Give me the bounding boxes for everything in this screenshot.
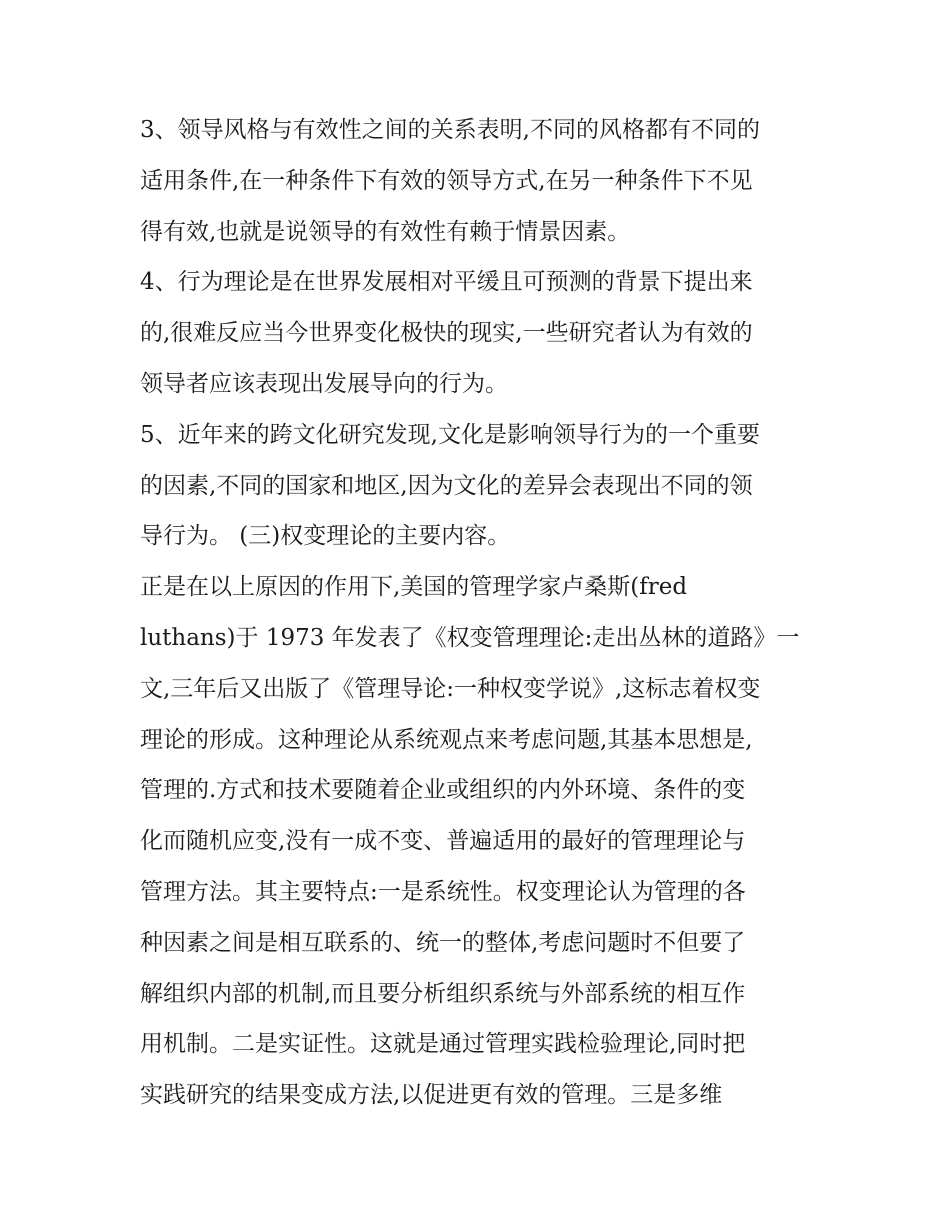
text-line: 解组织内部的机制,而且要分析组织系统与外部系统的相互作 — [140, 980, 746, 1007]
text-line: 理论的形成。这种理论从系统观点来考虑问题,其基本思想是, — [140, 726, 753, 753]
text-line: 文,三年后又出版了《管理导论:一种权变学说》,这标志着权变 — [140, 675, 761, 702]
text-line: 5、近年来的跨文化研究发现,文化是影响领导行为的一个重要 — [140, 421, 760, 448]
text-line: 导行为。 (三)权变理论的主要内容。 — [140, 523, 511, 550]
text-line: 实践研究的结果变成方法,以促进更有效的管理。三是多维 — [140, 1082, 723, 1109]
text-line: 正是在以上原因的作用下,美国的管理学家卢桑斯(fred — [140, 574, 688, 601]
text-line: 化而随机应变,没有一成不变、普遍适用的最好的管理理论与 — [140, 828, 746, 855]
document-body — [140, 105, 820, 1121]
text-line: 的因素,不同的国家和地区,因为文化的差异会表现出不同的领 — [140, 472, 753, 499]
text-line: 适用条件,在一种条件下有效的领导方式,在另一种条件下不见 — [140, 167, 753, 194]
text-line: 种因素之间是相互联系的、统一的整体,考虑问题时不但要了 — [140, 929, 746, 956]
text-line: 得有效,也就是说领导的有效性有赖于情景因素。 — [140, 218, 631, 245]
text-line: 管理方法。其主要特点:一是系统性。权变理论认为管理的各 — [140, 878, 746, 905]
text-line: 用机制。二是实证性。这就是通过管理实践检验理论,同时把 — [140, 1031, 746, 1058]
text-line: 4、行为理论是在世界发展相对平缓且可预测的背景下提出来 — [140, 269, 753, 296]
text-line: 3、领导风格与有效性之间的关系表明,不同的风格都有不同的 — [140, 117, 760, 143]
text-line: 的,很难反应当今世界变化极快的现实,一些研究者认为有效的 — [140, 320, 753, 347]
text-line: 领导者应该表现出发展导向的行为。 — [140, 370, 508, 397]
text-line: luthans)于 1973 年发表了《权变管理理论:走出丛林的道路》一 — [140, 624, 800, 651]
text-line: 管理的.方式和技术要随着企业或组织的内外环境、条件的变 — [140, 777, 746, 804]
